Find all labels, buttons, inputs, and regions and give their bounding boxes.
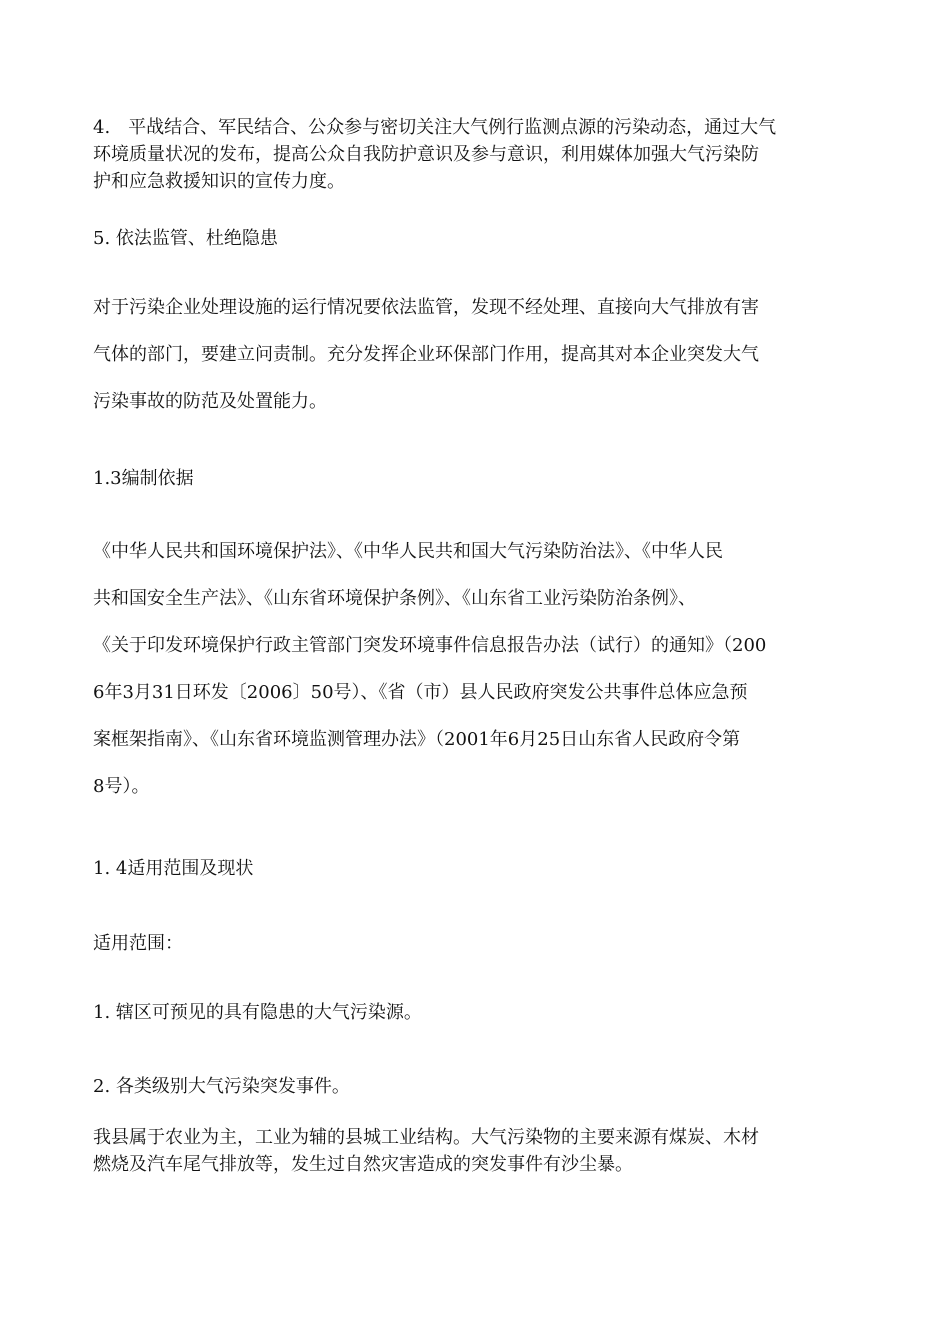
text-line: 对于污染企业处理设施的运行情况要依法监管，发现不经处理、直接向大气排放有害 (93, 297, 759, 318)
text-line: 《中华人民共和国环境保护法》、《中华人民共和国大气污染防治法》、《中华人民 (93, 541, 723, 562)
text-line: 环境质量状况的发布，提高公众自我防护意识及参与意识，利用媒体加强大气污染防 (93, 144, 759, 165)
text-line: 8号）。 (93, 776, 150, 797)
text-line: 4. 平战结合、军民结合、公众参与密切关注大气例行监测点源的污染动态，通过大气 (93, 117, 777, 138)
heading-1-3: 1.3编制依据 (93, 468, 194, 489)
paragraph-public-participation (93, 114, 863, 195)
text-line: 共和国安全生产法》、《山东省环境保护条例》、《山东省工业污染防治条例》、 (93, 588, 696, 609)
scope-label: 适用范围： (93, 933, 183, 954)
text-line: 6年3月31日环发〔2006〕50号）、《省（市）县人民政府突发公共事件总体应急预 (93, 682, 748, 703)
text-line: 燃烧及汽车尾气排放等，发生过自然灾害造成的突发事件有沙尘暴。 (93, 1154, 633, 1175)
text-line: 我县属于农业为主，工业为辅的县城工业结构。大气污染物的主要来源有煤炭、木材 (93, 1127, 759, 1148)
text-line: 护和应急救援知识的宣传力度。 (93, 171, 345, 192)
scope-item-1: 1. 辖区可预见的具有隐患的大气污染源。 (93, 1002, 422, 1023)
paragraph-supervision (93, 284, 863, 425)
text-line: 气体的部门，要建立问责制。充分发挥企业环保部门作用，提高其对本企业突发大气 (93, 344, 759, 365)
text-line: 案框架指南》、《山东省环境监测管理办法》（2001年6月25日山东省人民政府令第 (93, 729, 741, 750)
paragraph-legal-basis (93, 528, 863, 810)
heading-lawful-supervision: 5. 依法监管、杜绝隐患 (93, 228, 278, 249)
heading-1-4: 1. 4适用范围及现状 (93, 858, 254, 879)
paragraph-current-status (93, 1124, 863, 1178)
text-line: 污染事故的防范及处置能力。 (93, 391, 327, 412)
scope-item-2: 2. 各类级别大气污染突发事件。 (93, 1076, 350, 1097)
text-line: 《关于印发环境保护行政主管部门突发环境事件信息报告办法（试行）的通知》（200 (93, 635, 767, 656)
